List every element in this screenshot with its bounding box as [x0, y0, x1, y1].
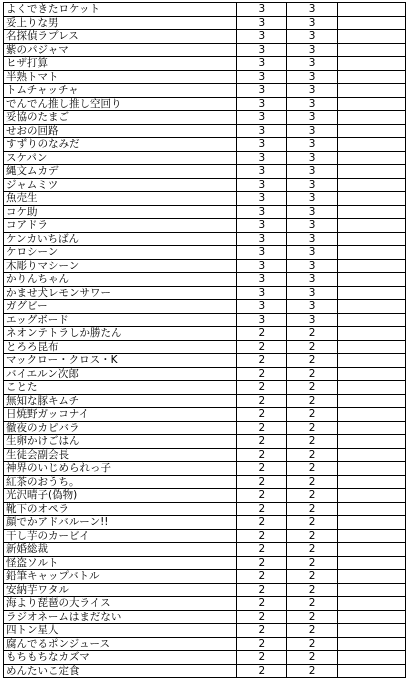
cell-name[interactable]: かませ犬レモンサワー [4, 286, 237, 300]
cell-name[interactable]: ケロシーン [4, 246, 237, 260]
cell-count-b[interactable]: 2 [287, 529, 337, 543]
cell-name[interactable]: ガグビー [4, 300, 237, 314]
table-row [4, 475, 406, 489]
cell-count-a[interactable]: 3 [237, 138, 287, 152]
table-row [4, 543, 406, 557]
cell-name[interactable]: 光沢晴子(偽物) [4, 489, 237, 503]
cell-empty[interactable] [337, 354, 405, 368]
cell-name[interactable]: せおの回路 [4, 124, 237, 138]
cell-count-a[interactable]: 2 [237, 516, 287, 530]
cell-name[interactable]: すずりのなみだ [4, 138, 237, 152]
cell-name[interactable]: ラジオネームはまだない [4, 610, 237, 624]
cell-count-a[interactable]: 2 [237, 570, 287, 584]
cell-count-a[interactable]: 2 [237, 664, 287, 678]
cell-count-b[interactable]: 3 [287, 192, 337, 206]
cell-empty[interactable] [337, 138, 405, 152]
cell-count-b[interactable]: 2 [287, 556, 337, 570]
table-row [4, 30, 406, 44]
cell-empty[interactable] [337, 313, 405, 327]
cell-count-b[interactable]: 3 [287, 84, 337, 98]
cell-count-a[interactable]: 3 [237, 286, 287, 300]
cell-name[interactable]: 靴下のオペラ [4, 502, 237, 516]
table-row [4, 84, 406, 98]
cell-empty[interactable] [337, 219, 405, 233]
cell-count-b[interactable]: 3 [287, 259, 337, 273]
table-row [4, 610, 406, 624]
cell-count-a[interactable]: 3 [237, 259, 287, 273]
cell-empty[interactable] [337, 489, 405, 503]
table-row [4, 300, 406, 314]
cell-count-b[interactable]: 3 [287, 219, 337, 233]
cell-count-b[interactable]: 3 [287, 151, 337, 165]
table-row [4, 286, 406, 300]
cell-count-b[interactable]: 2 [287, 421, 337, 435]
cell-name[interactable]: スケパン [4, 151, 237, 165]
cell-empty[interactable] [337, 165, 405, 179]
cell-empty[interactable] [337, 624, 405, 638]
cell-empty[interactable] [337, 340, 405, 354]
cell-empty[interactable] [337, 300, 405, 314]
cell-empty[interactable] [337, 97, 405, 111]
cell-count-b[interactable]: 2 [287, 462, 337, 476]
cell-count-a[interactable]: 3 [237, 84, 287, 98]
cell-name[interactable]: 生卵かけごはん [4, 435, 237, 449]
cell-count-a[interactable]: 2 [237, 462, 287, 476]
cell-count-b[interactable]: 3 [287, 246, 337, 260]
table-row [4, 313, 406, 327]
cell-count-b[interactable]: 3 [287, 178, 337, 192]
cell-count-b[interactable]: 2 [287, 475, 337, 489]
cell-name[interactable]: 怪盗ソルト [4, 556, 237, 570]
cell-count-a[interactable]: 3 [237, 97, 287, 111]
cell-name[interactable]: ネオンテトラしか勝たん [4, 327, 237, 341]
cell-count-a[interactable]: 3 [237, 3, 287, 17]
cell-count-a[interactable]: 2 [237, 367, 287, 381]
cell-empty[interactable] [337, 111, 405, 125]
cell-count-b[interactable]: 2 [287, 448, 337, 462]
cell-name[interactable]: 徹夜のカピバラ [4, 421, 237, 435]
cell-name[interactable]: コアドラ [4, 219, 237, 233]
cell-name[interactable]: エッグボード [4, 313, 237, 327]
cell-count-b[interactable]: 3 [287, 165, 337, 179]
cell-name[interactable]: 木彫りマシーン [4, 259, 237, 273]
table-row [4, 43, 406, 57]
cell-count-a[interactable]: 2 [237, 354, 287, 368]
cell-count-a[interactable]: 2 [237, 448, 287, 462]
cell-empty[interactable] [337, 543, 405, 557]
cell-count-a[interactable]: 3 [237, 219, 287, 233]
cell-count-b[interactable]: 2 [287, 489, 337, 503]
cell-empty[interactable] [337, 502, 405, 516]
cell-name[interactable]: 魚売生 [4, 192, 237, 206]
cell-name[interactable]: 腐んでるポンジュース [4, 637, 237, 651]
cell-count-b[interactable]: 2 [287, 664, 337, 678]
cell-count-a[interactable]: 2 [237, 502, 287, 516]
cell-count-b[interactable]: 3 [287, 124, 337, 138]
cell-count-b[interactable]: 2 [287, 327, 337, 341]
cell-count-a[interactable]: 2 [237, 543, 287, 557]
table-row [4, 192, 406, 206]
cell-count-b[interactable]: 2 [287, 381, 337, 395]
cell-empty[interactable] [337, 151, 405, 165]
table-row [4, 516, 406, 530]
cell-empty[interactable] [337, 16, 405, 30]
cell-name[interactable]: 顔でかアドバルーン!! [4, 516, 237, 530]
cell-count-a[interactable]: 2 [237, 610, 287, 624]
cell-count-a[interactable]: 2 [237, 421, 287, 435]
cell-empty[interactable] [337, 205, 405, 219]
table-body [4, 3, 406, 678]
cell-name[interactable]: 生徒会副会長 [4, 448, 237, 462]
cell-name[interactable]: ことた [4, 381, 237, 395]
cell-empty[interactable] [337, 178, 405, 192]
cell-name[interactable]: ヒザ打算 [4, 57, 237, 71]
cell-count-a[interactable]: 3 [237, 124, 287, 138]
table-row [4, 138, 406, 152]
cell-count-a[interactable]: 2 [237, 597, 287, 611]
cell-count-b[interactable]: 3 [287, 273, 337, 287]
cell-empty[interactable] [337, 583, 405, 597]
cell-count-a[interactable]: 2 [237, 556, 287, 570]
table-row [4, 259, 406, 273]
cell-count-a[interactable]: 3 [237, 30, 287, 44]
table-row [4, 340, 406, 354]
cell-count-a[interactable]: 3 [237, 16, 287, 30]
cell-empty[interactable] [337, 232, 405, 246]
cell-count-a[interactable]: 2 [237, 381, 287, 395]
cell-count-a[interactable]: 3 [237, 151, 287, 165]
cell-empty[interactable] [337, 273, 405, 287]
cell-name[interactable]: トムチャッチャ [4, 84, 237, 98]
cell-count-a[interactable]: 2 [237, 327, 287, 341]
table-row [4, 151, 406, 165]
cell-empty[interactable] [337, 192, 405, 206]
table-row [4, 651, 406, 665]
cell-name[interactable]: 干し芋のカービイ [4, 529, 237, 543]
cell-count-a[interactable]: 2 [237, 475, 287, 489]
cell-name[interactable]: 四トン星人 [4, 624, 237, 638]
cell-empty[interactable] [337, 394, 405, 408]
cell-empty[interactable] [337, 286, 405, 300]
cell-name[interactable]: 半熟トマト [4, 70, 237, 84]
cell-empty[interactable] [337, 70, 405, 84]
cell-name[interactable]: 名探偵ラプレス [4, 30, 237, 44]
cell-name[interactable]: ジャムミツ [4, 178, 237, 192]
cell-name[interactable]: かりんちゃん [4, 273, 237, 287]
cell-count-b[interactable]: 3 [287, 43, 337, 57]
cell-count-a[interactable]: 3 [237, 43, 287, 57]
cell-count-a[interactable]: 2 [237, 340, 287, 354]
cell-count-a[interactable]: 3 [237, 246, 287, 260]
table-row [4, 97, 406, 111]
table-row [4, 570, 406, 584]
cell-empty[interactable] [337, 597, 405, 611]
cell-count-a[interactable]: 2 [237, 408, 287, 422]
cell-empty[interactable] [337, 637, 405, 651]
cell-name[interactable]: 無知な豚キムチ [4, 394, 237, 408]
cell-count-a[interactable]: 3 [237, 111, 287, 125]
spreadsheet-table [3, 2, 406, 678]
cell-count-b[interactable]: 3 [287, 300, 337, 314]
table-row [4, 327, 406, 341]
table-row [4, 219, 406, 233]
table-row [4, 421, 406, 435]
cell-count-a[interactable]: 3 [237, 192, 287, 206]
cell-empty[interactable] [337, 246, 405, 260]
table-row [4, 448, 406, 462]
table-row [4, 273, 406, 287]
cell-count-a[interactable]: 2 [237, 583, 287, 597]
table-row [4, 637, 406, 651]
cell-count-b[interactable]: 2 [287, 435, 337, 449]
cell-count-b[interactable]: 2 [287, 340, 337, 354]
table-row [4, 462, 406, 476]
table-row [4, 381, 406, 395]
table-row [4, 3, 406, 17]
cell-name[interactable]: 紅茶のおうち。 [4, 475, 237, 489]
cell-count-b[interactable]: 3 [287, 111, 337, 125]
cell-count-a[interactable]: 2 [237, 489, 287, 503]
cell-count-b[interactable]: 2 [287, 570, 337, 584]
cell-name[interactable]: よくできたロケット [4, 3, 237, 17]
cell-name[interactable]: 鉛筆キャップバトル [4, 570, 237, 584]
cell-empty[interactable] [337, 570, 405, 584]
table-row [4, 205, 406, 219]
cell-empty[interactable] [337, 529, 405, 543]
table-row [4, 597, 406, 611]
cell-name[interactable]: ケンカいちばん [4, 232, 237, 246]
cell-count-b[interactable]: 2 [287, 583, 337, 597]
cell-count-b[interactable]: 3 [287, 138, 337, 152]
cell-count-b[interactable]: 3 [287, 3, 337, 17]
cell-count-a[interactable]: 3 [237, 57, 287, 71]
table-row [4, 165, 406, 179]
cell-name[interactable]: とろろ昆布 [4, 340, 237, 354]
cell-count-a[interactable]: 3 [237, 232, 287, 246]
cell-count-b[interactable]: 3 [287, 286, 337, 300]
table-row [4, 124, 406, 138]
table-row [4, 394, 406, 408]
table-row [4, 664, 406, 678]
cell-count-a[interactable]: 2 [237, 624, 287, 638]
cell-empty[interactable] [337, 448, 405, 462]
cell-empty[interactable] [337, 516, 405, 530]
cell-count-b[interactable]: 3 [287, 16, 337, 30]
table-row [4, 354, 406, 368]
cell-empty[interactable] [337, 610, 405, 624]
cell-name[interactable]: 日焼野ガッコナイ [4, 408, 237, 422]
table-row [4, 111, 406, 125]
table-row [4, 556, 406, 570]
cell-empty[interactable] [337, 30, 405, 44]
cell-count-b[interactable]: 2 [287, 354, 337, 368]
cell-count-b[interactable]: 2 [287, 637, 337, 651]
cell-count-b[interactable]: 2 [287, 597, 337, 611]
table-row [4, 408, 406, 422]
cell-empty[interactable] [337, 664, 405, 678]
cell-empty[interactable] [337, 651, 405, 665]
cell-count-b[interactable]: 2 [287, 502, 337, 516]
cell-count-a[interactable]: 3 [237, 178, 287, 192]
cell-count-b[interactable]: 2 [287, 610, 337, 624]
cell-empty[interactable] [337, 57, 405, 71]
cell-name[interactable]: 紫のパジャマ [4, 43, 237, 57]
cell-count-a[interactable]: 3 [237, 70, 287, 84]
table-row [4, 489, 406, 503]
cell-empty[interactable] [337, 367, 405, 381]
cell-count-a[interactable]: 2 [237, 435, 287, 449]
cell-count-b[interactable]: 3 [287, 232, 337, 246]
cell-name[interactable]: めんたいこ定食 [4, 664, 237, 678]
cell-empty[interactable] [337, 124, 405, 138]
cell-empty[interactable] [337, 327, 405, 341]
table-row [4, 246, 406, 260]
cell-empty[interactable] [337, 475, 405, 489]
table-row [4, 624, 406, 638]
cell-name[interactable]: 新婚総裁 [4, 543, 237, 557]
cell-count-b[interactable]: 2 [287, 624, 337, 638]
cell-count-a[interactable]: 2 [237, 651, 287, 665]
cell-count-a[interactable]: 3 [237, 300, 287, 314]
cell-count-b[interactable]: 3 [287, 70, 337, 84]
cell-name[interactable]: 神界のいじめられっ子 [4, 462, 237, 476]
cell-empty[interactable] [337, 556, 405, 570]
cell-count-b[interactable]: 2 [287, 408, 337, 422]
cell-count-b[interactable]: 3 [287, 205, 337, 219]
cell-count-a[interactable]: 3 [237, 313, 287, 327]
cell-count-a[interactable]: 2 [237, 529, 287, 543]
cell-empty[interactable] [337, 435, 405, 449]
table-row [4, 178, 406, 192]
table-row [4, 529, 406, 543]
table-row [4, 367, 406, 381]
cell-empty[interactable] [337, 259, 405, 273]
cell-count-a[interactable]: 2 [237, 637, 287, 651]
cell-name[interactable]: もちもちなカズマ [4, 651, 237, 665]
cell-name[interactable]: 縄文ムカデ [4, 165, 237, 179]
cell-count-a[interactable]: 3 [237, 205, 287, 219]
cell-empty[interactable] [337, 84, 405, 98]
cell-count-b[interactable]: 2 [287, 516, 337, 530]
cell-count-b[interactable]: 2 [287, 543, 337, 557]
cell-empty[interactable] [337, 381, 405, 395]
cell-empty[interactable] [337, 462, 405, 476]
table-row [4, 232, 406, 246]
cell-empty[interactable] [337, 408, 405, 422]
cell-count-b[interactable]: 3 [287, 97, 337, 111]
table-row [4, 435, 406, 449]
cell-name[interactable]: 海より琵琶の大ライス [4, 597, 237, 611]
table-row [4, 70, 406, 84]
cell-name[interactable]: でんでん推し推し空回り [4, 97, 237, 111]
cell-count-a[interactable]: 3 [237, 165, 287, 179]
cell-count-b[interactable]: 3 [287, 57, 337, 71]
cell-name[interactable]: マックロー・クロス・K [4, 354, 237, 368]
cell-empty[interactable] [337, 421, 405, 435]
cell-count-b[interactable]: 3 [287, 313, 337, 327]
cell-name[interactable]: 安納芋ワタル [4, 583, 237, 597]
cell-name[interactable]: バイエルン次郎 [4, 367, 237, 381]
table-row [4, 57, 406, 71]
table-row [4, 502, 406, 516]
cell-empty[interactable] [337, 3, 405, 17]
cell-empty[interactable] [337, 43, 405, 57]
table-row [4, 583, 406, 597]
cell-count-b[interactable]: 2 [287, 394, 337, 408]
cell-count-a[interactable]: 3 [237, 273, 287, 287]
cell-name[interactable]: 妥上りな男 [4, 16, 237, 30]
table-row [4, 16, 406, 30]
cell-count-b[interactable]: 2 [287, 367, 337, 381]
cell-name[interactable]: コケ助 [4, 205, 237, 219]
cell-name[interactable]: 妥協のたまご [4, 111, 237, 125]
cell-count-b[interactable]: 2 [287, 651, 337, 665]
cell-count-b[interactable]: 3 [287, 30, 337, 44]
cell-count-a[interactable]: 2 [237, 394, 287, 408]
